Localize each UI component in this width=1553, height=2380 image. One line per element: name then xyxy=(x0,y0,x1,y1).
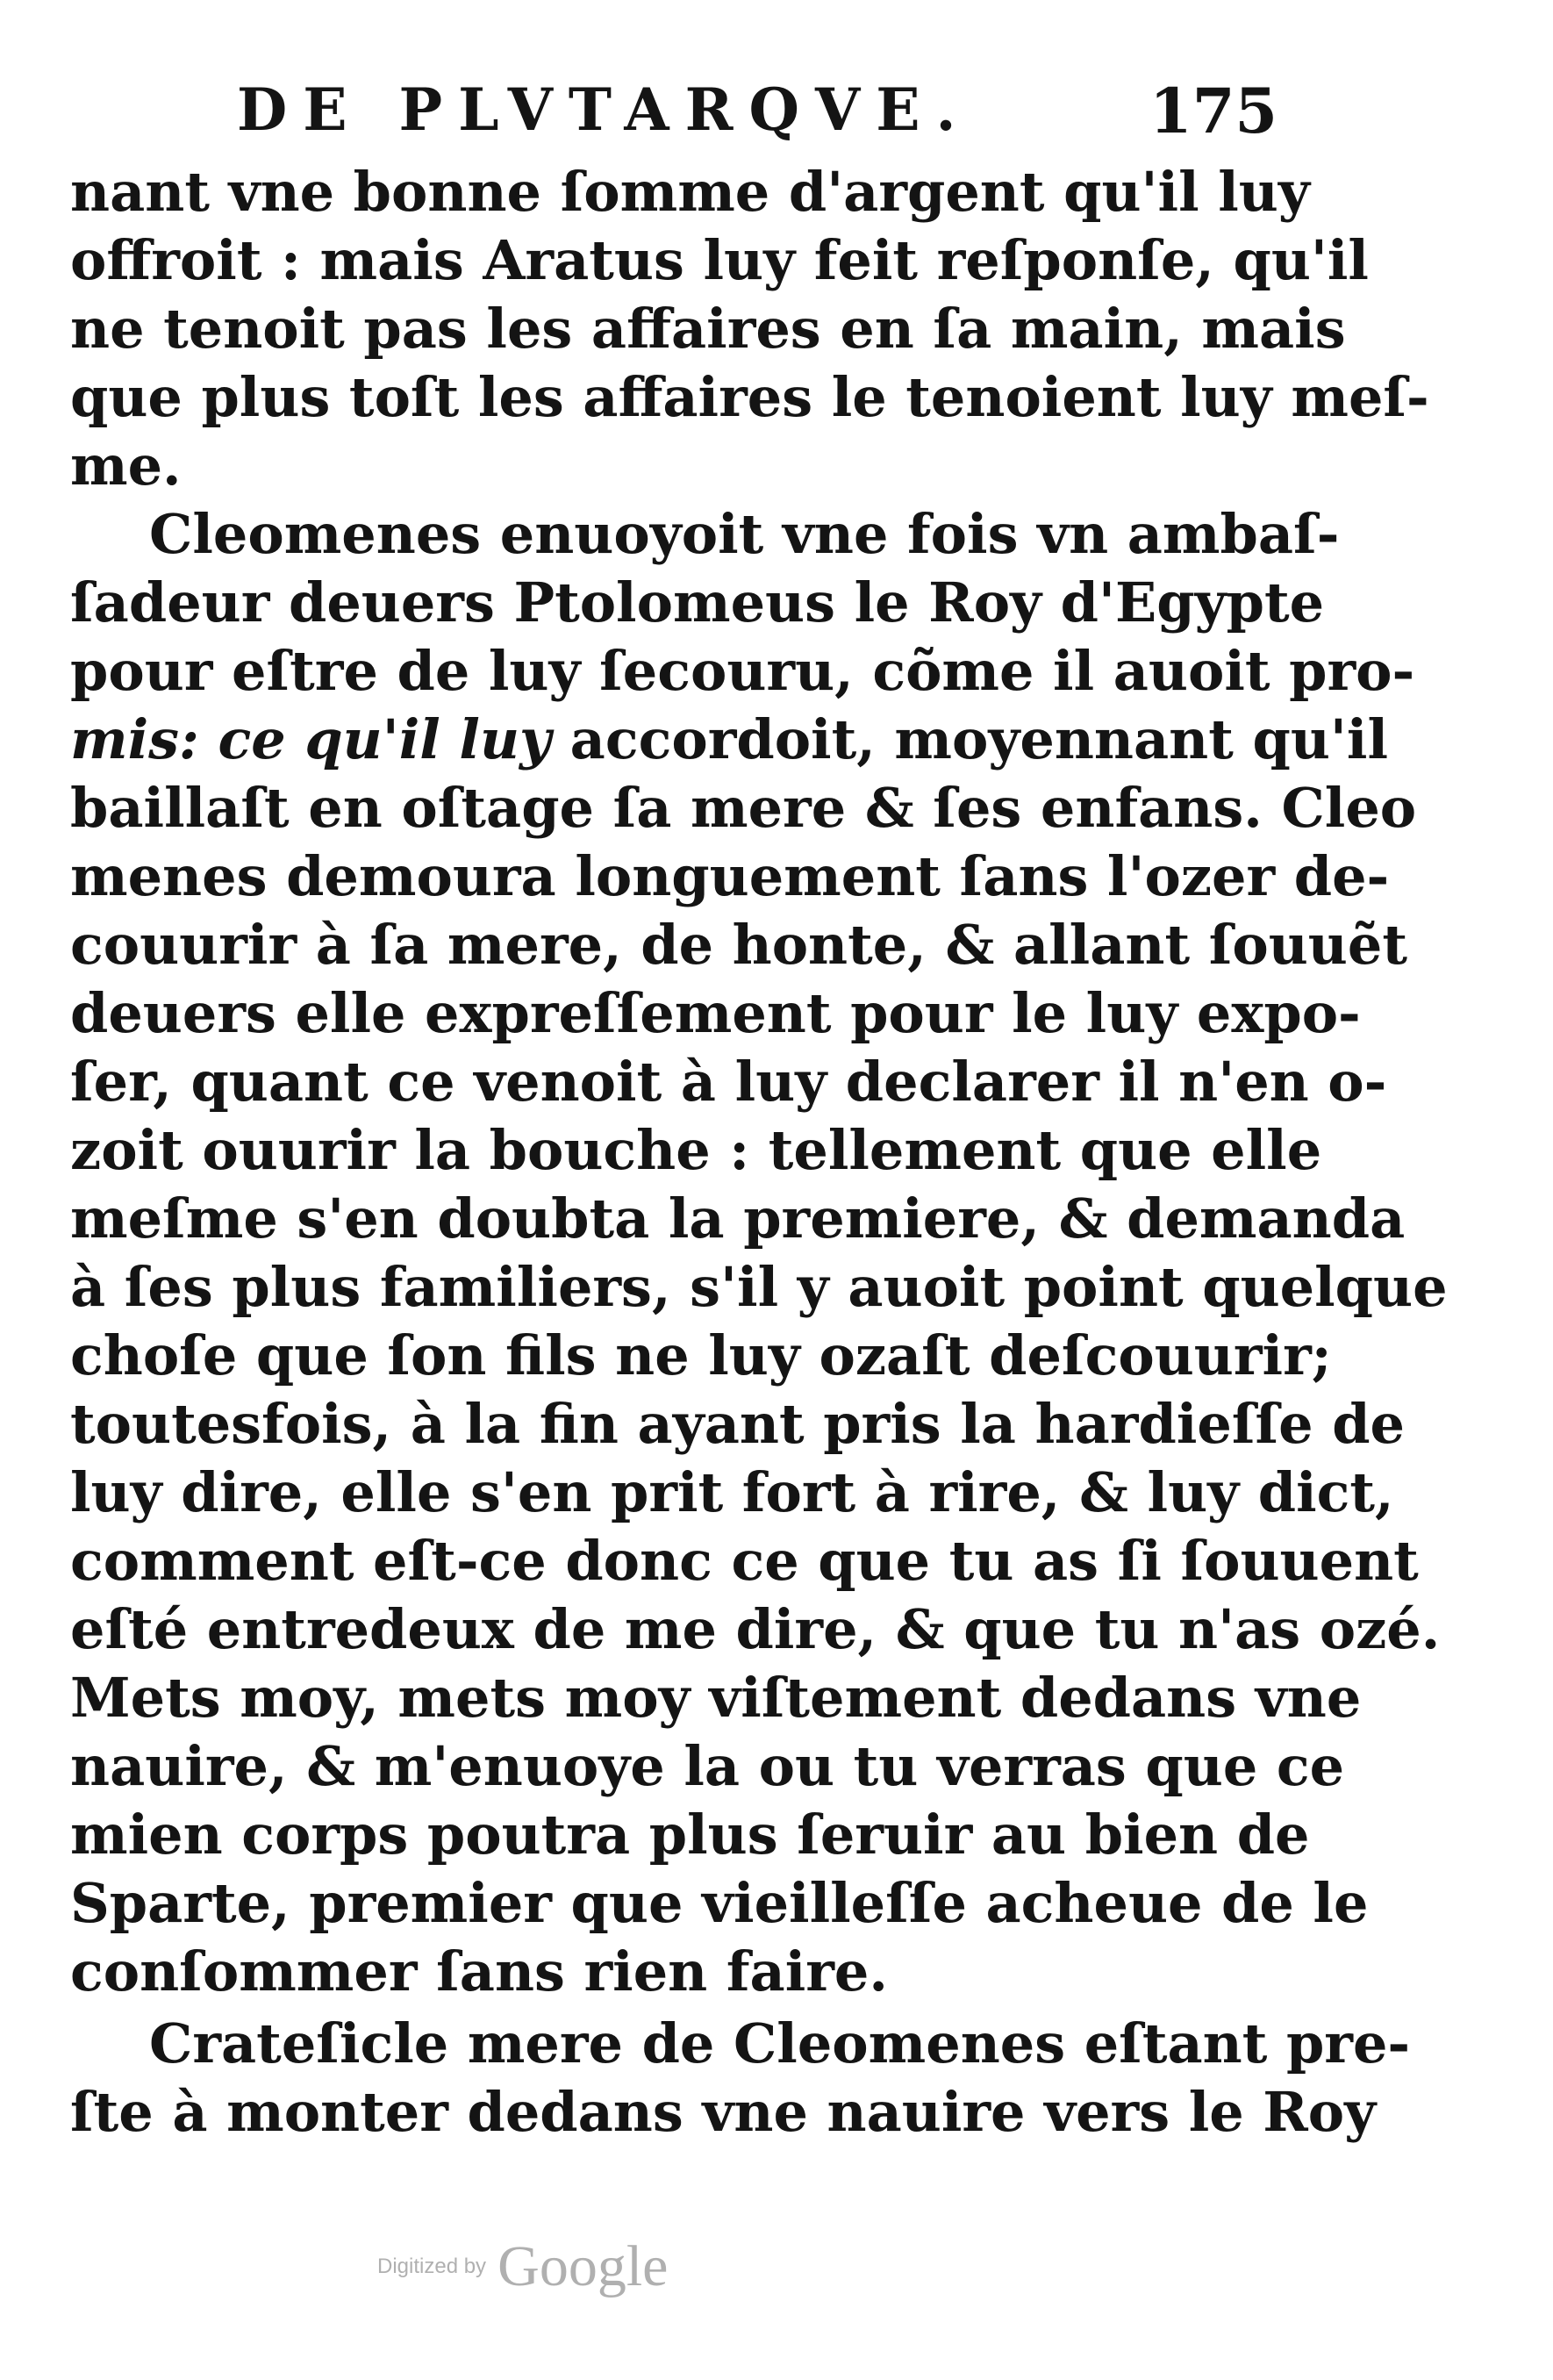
text-line: conſommer ſans rien faire. xyxy=(70,1939,888,2004)
text-line: à ſes plus familiers, s'il y auoit point quelque xyxy=(70,1255,1448,1319)
text-line: Sparte, premier que vieilleſſe acheue de le xyxy=(70,1871,1369,1935)
text-line: Cleomenes enuoyoit vne fois vn ambaſ- xyxy=(149,502,1340,566)
text-line: baillaſt en oſtage ſa mere & ſes enfans. Cleo xyxy=(70,776,1417,840)
text-line: comment eſt-ce donc ce que tu as ſi ſouuent xyxy=(70,1529,1419,1593)
text-line: offroit : mais Aratus luy feit reſponſe, qu'il xyxy=(70,228,1369,292)
digitized-prefix: Digitized by xyxy=(377,2255,487,2278)
italic-run: mis: ce qu'il luy xyxy=(70,707,552,771)
text-line: couurir à ſa mere, de honte, & allant ſouuẽt xyxy=(70,913,1407,977)
text-line: ne tenoit pas les affaires en ſa main, mais xyxy=(70,297,1346,361)
page-number: 175 xyxy=(1149,75,1278,147)
text-line: eſté entredeux de me dire, & que tu n'as ozé. xyxy=(70,1597,1441,1661)
text-line: que plus toſt les affaires le tenoient luy meſ- xyxy=(70,365,1429,429)
text-line: meſme s'en doubta la premiere, & demanda xyxy=(70,1186,1406,1251)
text-line: mien corps poutra plus ſeruir au bien de xyxy=(70,1803,1310,1867)
text-line: Crateſicle mere de Cleomenes eſtant pre- xyxy=(149,2011,1411,2075)
text-line: nauire, & m'enuoye la ou tu verras que ce xyxy=(70,1734,1345,1798)
text-line: toutesfois, à la fin ayant pris la hardieſſe de xyxy=(70,1392,1405,1456)
text-line: deuers elle expreſſement pour le luy expo- xyxy=(70,981,1361,1045)
running-title: DE PLVTARQVE. xyxy=(237,75,972,144)
text-line: ſte à monter dedans vne nauire vers le Roy xyxy=(70,2080,1377,2144)
text-line: menes demoura longuement ſans l'ozer de- xyxy=(70,844,1390,908)
text-line: mis: ce qu'il luy accordoit, moyennant qu'il xyxy=(70,707,1388,771)
text-line: zoit ouurir la bouche : tellement que elle xyxy=(70,1118,1322,1182)
google-logo: Google xyxy=(497,2234,669,2298)
text-line: choſe que ſon fils ne luy ozaſt deſcouurir; xyxy=(70,1323,1332,1387)
text-line: ſadeur deuers Ptolomeus le Roy d'Egypte xyxy=(70,570,1325,634)
text-line: nant vne bonne ſomme d'argent qu'il luy xyxy=(70,160,1310,224)
text-line: ſer, quant ce venoit à luy declarer il n'en o- xyxy=(70,1050,1387,1114)
text-line: me. xyxy=(70,434,182,498)
text-line: Mets moy, mets moy viſtement dedans vne xyxy=(70,1666,1362,1730)
digitized-by-watermark xyxy=(377,2233,668,2300)
text-line: luy dire, elle s'en prit fort à rire, & luy dict, xyxy=(70,1460,1394,1524)
text-line: pour eſtre de luy ſecouru, cõme il auoit pro- xyxy=(70,639,1415,703)
